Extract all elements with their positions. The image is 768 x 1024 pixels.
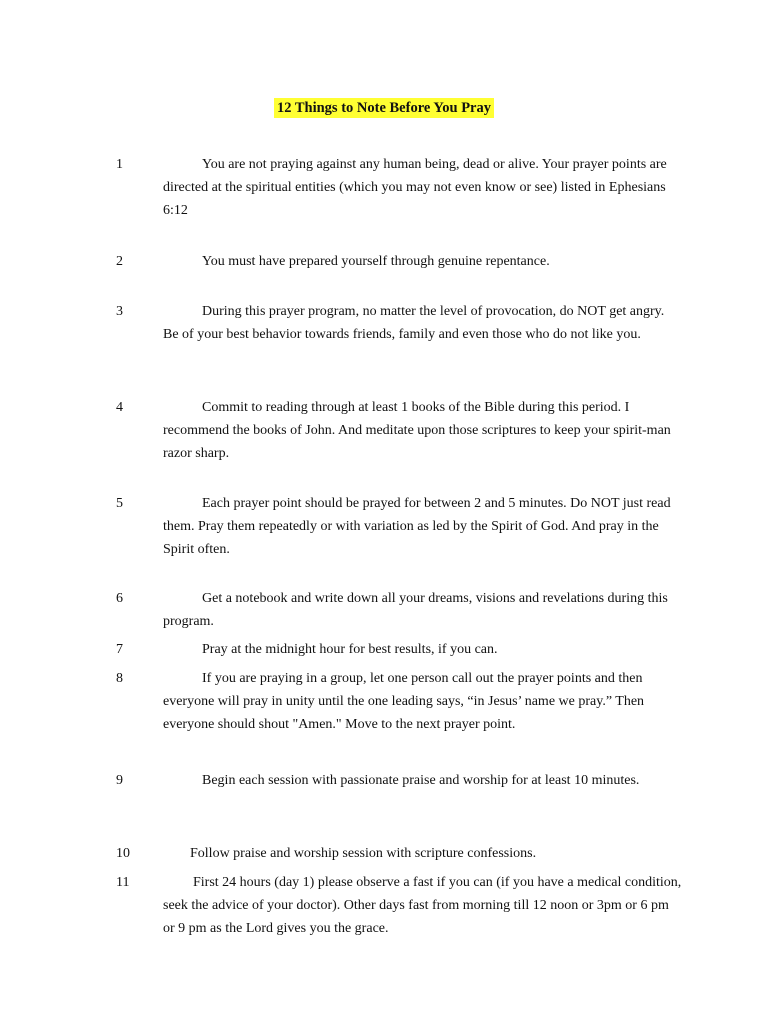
item-number: 8: [116, 671, 123, 686]
item-number: 7: [116, 642, 123, 657]
item-text: Get a notebook and write down all your dreams, visions and revelations during this program.: [163, 591, 668, 629]
item-number: 4: [116, 400, 123, 415]
item-number: 1: [116, 157, 123, 172]
item-number: 9: [116, 773, 123, 788]
item-text: If you are praying in a group, let one person call out the prayer points and then everyone will pray in unity until the one leading says, “in Jesus’ name we pray.” Then everyone should shout "Amen." Move to the next prayer point.: [163, 671, 645, 732]
item-text: You are not praying against any human being, dead or alive. Your prayer points are directed at the spiritual entities (which you may not even know or see) listed in Ephesians 6:12: [163, 157, 667, 218]
item-text: Commit to reading through at least 1 books of the Bible during this period. I recommend the books of John. And meditate upon those scriptures to keep your spirit-man razor sharp.: [163, 400, 671, 461]
item-text: During this prayer program, no matter the level of provocation, do NOT get angry. Be of your best behavior towards friends, family and even those who do not like you.: [163, 304, 665, 342]
item-number: 2: [116, 254, 123, 269]
item-text: Each prayer point should be prayed for between 2 and 5 minutes. Do NOT just read them. Pray them repeatedly or with variation as led by the Spirit of God. And pray in the Spirit often.: [163, 496, 671, 557]
item-text: Begin each session with passionate praise and worship for at least 10 minutes.: [202, 773, 640, 788]
page-title: 12 Things to Note Before You Pray: [274, 98, 494, 118]
item-text: Follow praise and worship session with scripture confessions.: [190, 846, 537, 861]
item-text: First 24 hours (day 1) please observe a fast if you can (if you have a medical condition, seek the advice of your doctor). Other days fast from morning till 12 noon or 3pm or 6 pm or 9 pm as the Lord gives you the grace.: [163, 875, 682, 936]
title-wrap: [0, 97, 768, 120]
item-number: 3: [116, 304, 123, 319]
item-number: 5: [116, 496, 123, 511]
item-text: Pray at the midnight hour for best results, if you can.: [202, 642, 498, 657]
item-number: 6: [116, 591, 123, 606]
item-number: 10: [116, 846, 130, 861]
item-text: You must have prepared yourself through genuine repentance.: [202, 254, 550, 269]
item-number: 11: [116, 875, 130, 890]
